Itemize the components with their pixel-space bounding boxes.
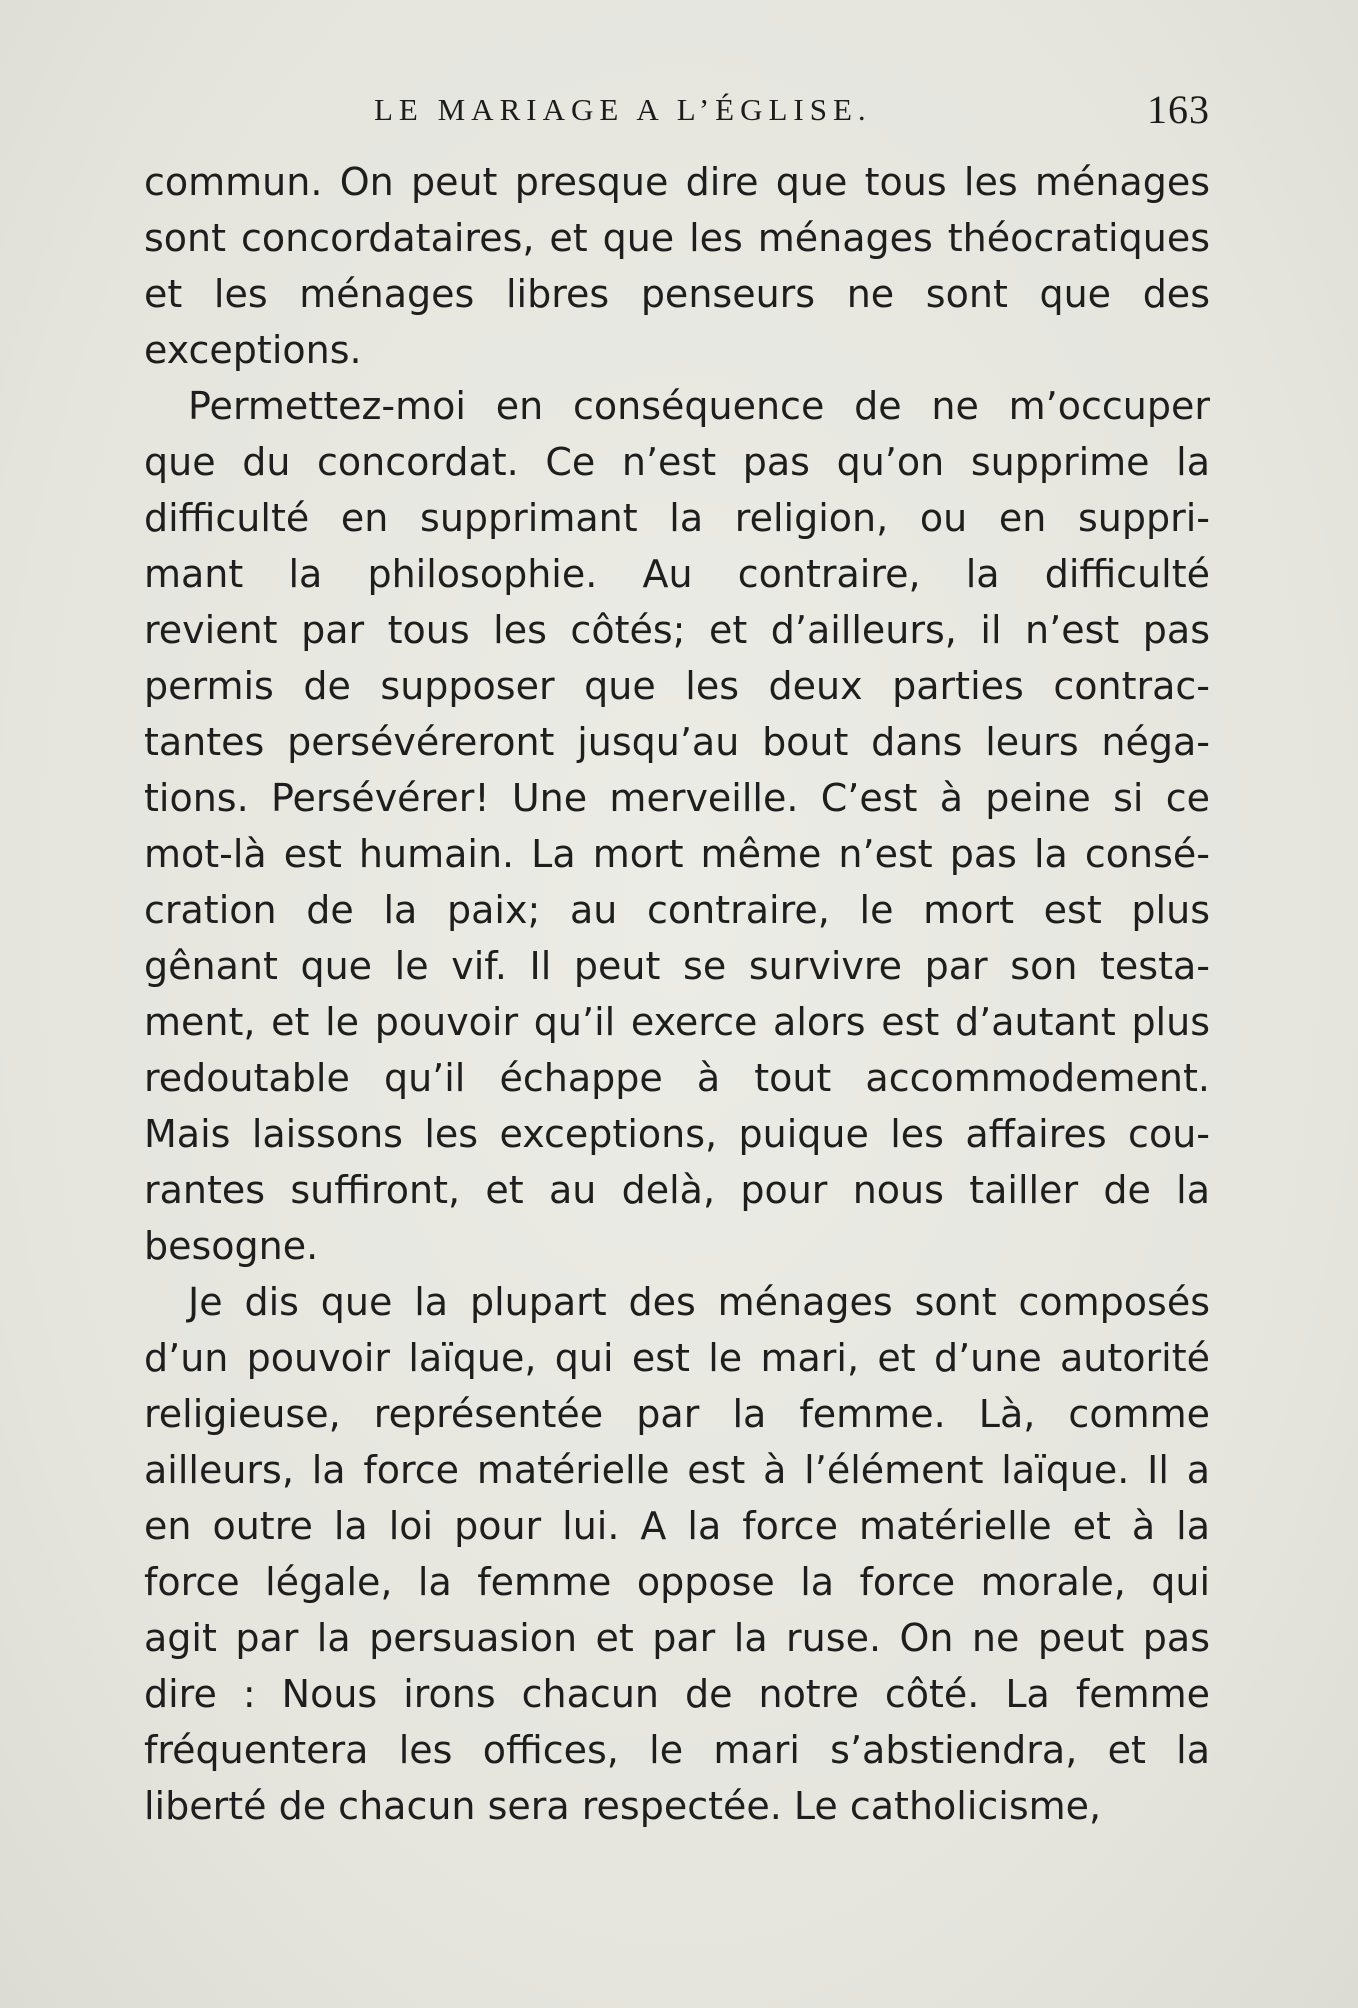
text-line: force légale, la femme oppose la force morale, qui: [144, 1560, 1210, 1604]
text-line: redoutable qu’il échappe à tout accommodement.: [144, 1056, 1210, 1100]
text-line: agit par la persuasion et par la ruse. On ne peut pas: [144, 1616, 1210, 1660]
page-number: 163: [1147, 87, 1210, 132]
text-line: liberté de chacun sera respectée. Le catholicisme,: [144, 1784, 1102, 1828]
text-line: dire : Nous irons chacun de notre côté. La femme: [144, 1672, 1210, 1716]
text-line: Permettez-moi en conséquence de ne m’occuper: [188, 384, 1210, 428]
text-line: permis de supposer que les deux parties contrac-: [144, 664, 1210, 708]
text-line: gênant que le vif. Il peut se survivre par son testa-: [144, 944, 1210, 988]
text-line: ment, et le pouvoir qu’il exerce alors est d’autant plus: [144, 1000, 1210, 1044]
text-line: ailleurs, la force matérielle est à l’élément laïque. Il a: [144, 1448, 1210, 1492]
text-line: besogne.: [144, 1224, 319, 1268]
page-header: [144, 87, 1210, 142]
text-line: que du concordat. Ce n’est pas qu’on supprime la: [144, 440, 1210, 484]
paragraph: [144, 154, 1210, 378]
text-line: rantes suffiront, et au delà, pour nous tailler de la: [144, 1168, 1210, 1212]
text-line: religieuse, représentée par la femme. Là, comme: [144, 1392, 1210, 1436]
text-line: sont concordataires, et que les ménages théocratiques: [144, 216, 1210, 260]
text-line: Mais laissons les exceptions, puique les affaires cou-: [144, 1112, 1210, 1156]
text-line: fréquentera les offices, le mari s’abstiendra, et la: [144, 1728, 1210, 1772]
text-line: mot-là est humain. La mort même n’est pas la consé-: [144, 832, 1210, 876]
text-line: Je dis que la plupart des ménages sont composés: [188, 1280, 1210, 1324]
text-line: exceptions.: [144, 328, 362, 372]
text-line: revient par tous les côtés; et d’ailleurs, il n’est pas: [144, 608, 1210, 652]
text-line: tantes persévéreront jusqu’au bout dans leurs néga-: [144, 720, 1210, 764]
text-line: tions. Persévérer! Une merveille. C’est à peine si ce: [144, 776, 1210, 820]
paragraph: [144, 378, 1210, 1274]
body-text: [144, 154, 1210, 1834]
text-line: commun. On peut presque dire que tous les ménages: [144, 160, 1210, 204]
text-line: difficulté en supprimant la religion, ou en suppri-: [144, 496, 1210, 540]
text-line: cration de la paix; au contraire, le mort est plus: [144, 888, 1210, 932]
paragraph: [144, 1274, 1210, 1834]
text-line: mant la philosophie. Au contraire, la difficulté: [144, 552, 1210, 596]
text-line: et les ménages libres penseurs ne sont que des: [144, 272, 1210, 316]
text-line: en outre la loi pour lui. A la force matérielle et à la: [144, 1504, 1210, 1548]
text-line: d’un pouvoir laïque, qui est le mari, et d’une autorité: [144, 1336, 1210, 1380]
running-head: LE MARIAGE A L’ÉGLISE.: [374, 92, 872, 127]
